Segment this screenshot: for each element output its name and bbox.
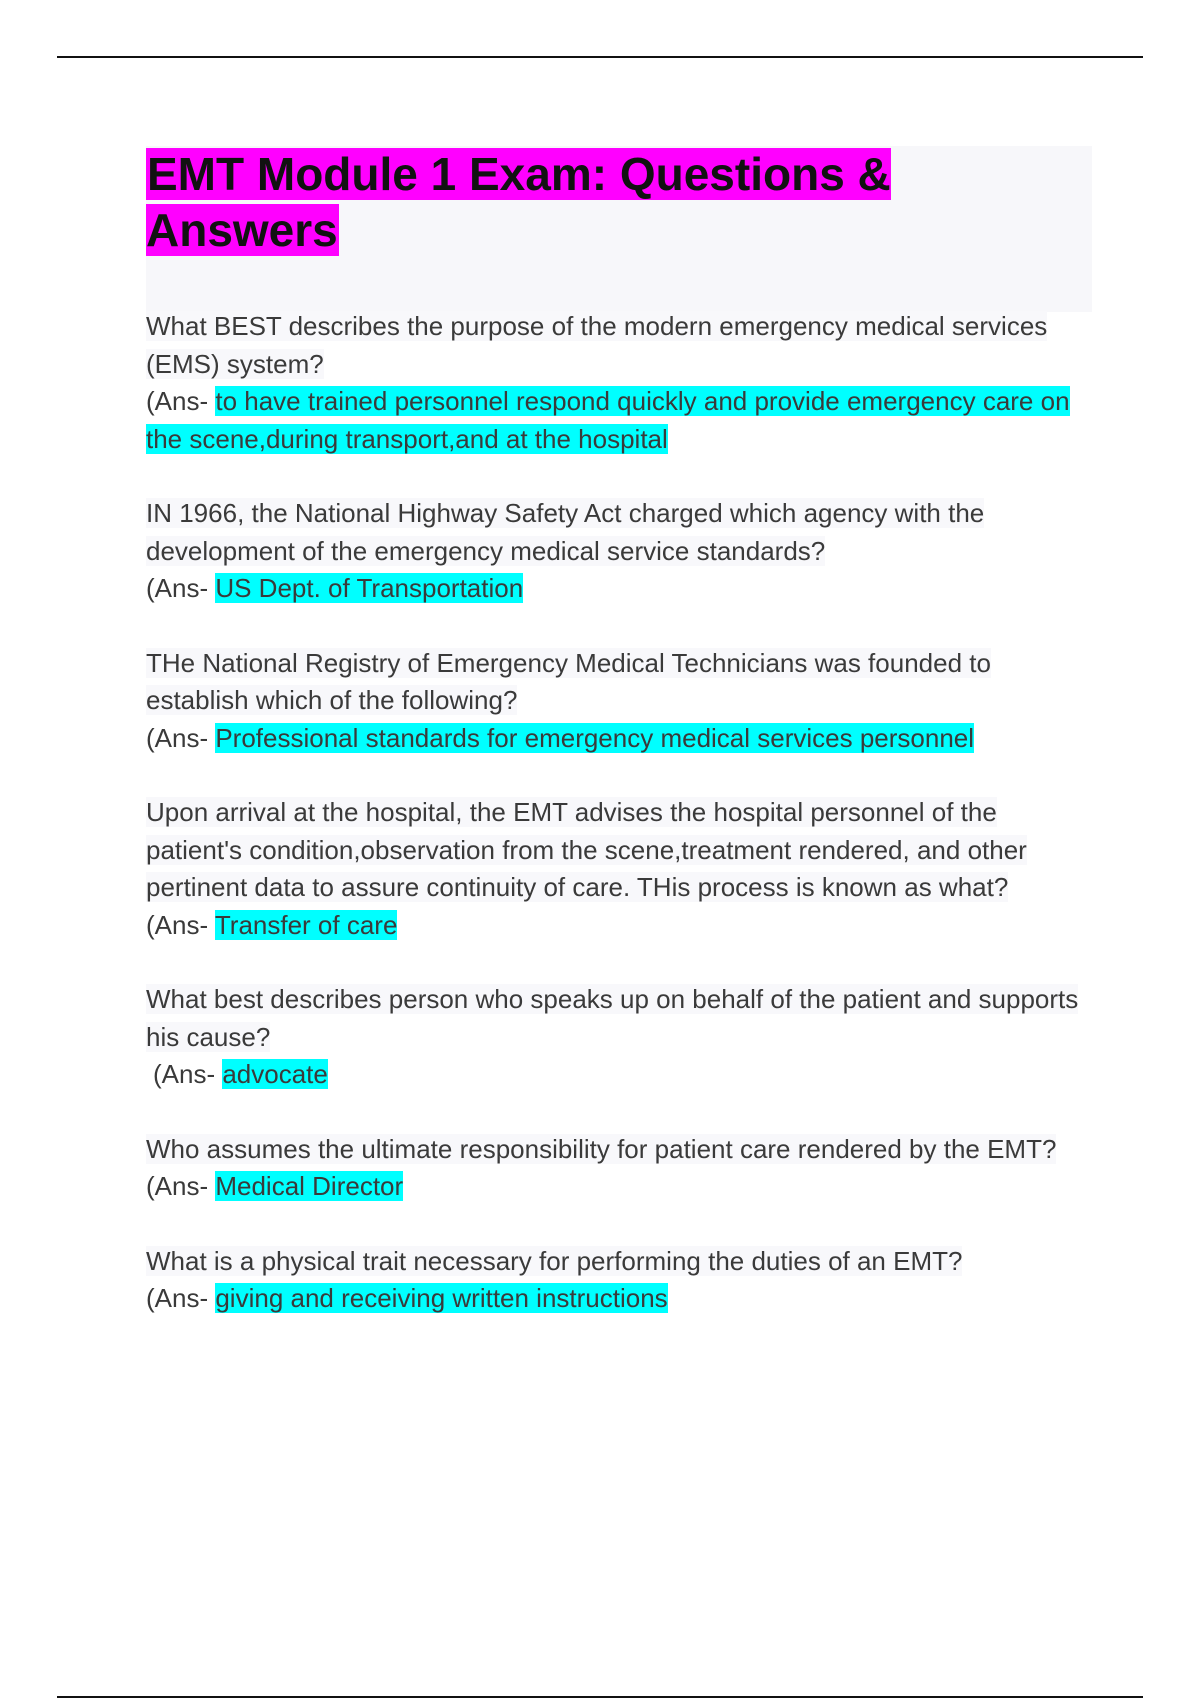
answer-highlight: giving and receiving written instructions bbox=[215, 1283, 668, 1313]
qa-item bbox=[146, 308, 1086, 458]
question-text: What BEST describes the purpose of the modern emergency medical services (EMS) system? bbox=[146, 311, 1048, 379]
answer-line bbox=[146, 907, 1086, 945]
page-title bbox=[146, 146, 1092, 258]
question-text: Upon arrival at the hospital, the EMT advises the hospital personnel of the patient's condition,observation from the scene,treatment rendered, and other pertinent data to assure continuity of care. THis process is known as what? bbox=[146, 797, 1027, 902]
answer-line bbox=[146, 720, 1086, 758]
answer-highlight: Professional standards for emergency medical services personnel bbox=[215, 722, 975, 753]
answer-prefix: (Ans- bbox=[146, 1171, 216, 1201]
qa-item bbox=[146, 645, 1086, 758]
qa-list bbox=[146, 308, 1086, 1355]
qa-item bbox=[146, 981, 1086, 1094]
question-text: IN 1966, the National Highway Safety Act charged which agency with the development of the emergency medical service standards? bbox=[146, 498, 985, 566]
answer-prefix: (Ans- bbox=[146, 573, 216, 603]
title-block bbox=[146, 146, 1092, 312]
title-highlight: EMT Module 1 Exam: Questions & Answers bbox=[146, 148, 891, 256]
answer-prefix: (Ans- bbox=[146, 909, 215, 940]
answer-highlight: US Dept. of Transportation bbox=[215, 573, 524, 603]
answer-line bbox=[146, 1056, 1086, 1094]
answer-line bbox=[146, 570, 1086, 608]
answer-highlight: Medical Director bbox=[215, 1171, 404, 1201]
answer-prefix: (Ans- bbox=[146, 386, 216, 416]
question-text: THe National Registry of Emergency Medical Technicians was founded to establish which of the following? bbox=[146, 647, 991, 715]
qa-item bbox=[146, 794, 1086, 944]
qa-item bbox=[146, 1243, 1086, 1318]
answer-prefix: (Ans- bbox=[146, 1283, 216, 1313]
question-text: Who assumes the ultimate responsibility for patient care rendered by the EMT? bbox=[146, 1133, 1057, 1164]
page-top-rule bbox=[57, 56, 1143, 58]
answer-line bbox=[146, 383, 1086, 458]
qa-item bbox=[146, 1131, 1086, 1206]
answer-highlight: to have trained personnel respond quickly and provide emergency care on the scene,during transport,and at the hospital bbox=[146, 386, 1070, 454]
answer-highlight: Transfer of care bbox=[214, 909, 398, 940]
question-text: What is a physical trait necessary for performing the duties of an EMT? bbox=[146, 1245, 963, 1276]
page-bottom-rule bbox=[57, 1696, 1143, 1698]
qa-item bbox=[146, 495, 1086, 608]
answer-line bbox=[146, 1280, 1086, 1318]
answer-highlight: advocate bbox=[222, 1059, 328, 1089]
answer-line bbox=[146, 1168, 1086, 1206]
question-text: What best describes person who speaks up on behalf of the patient and supports his cause? bbox=[146, 984, 1079, 1052]
answer-prefix: (Ans- bbox=[153, 1059, 223, 1089]
answer-prefix: (Ans- bbox=[146, 722, 216, 753]
